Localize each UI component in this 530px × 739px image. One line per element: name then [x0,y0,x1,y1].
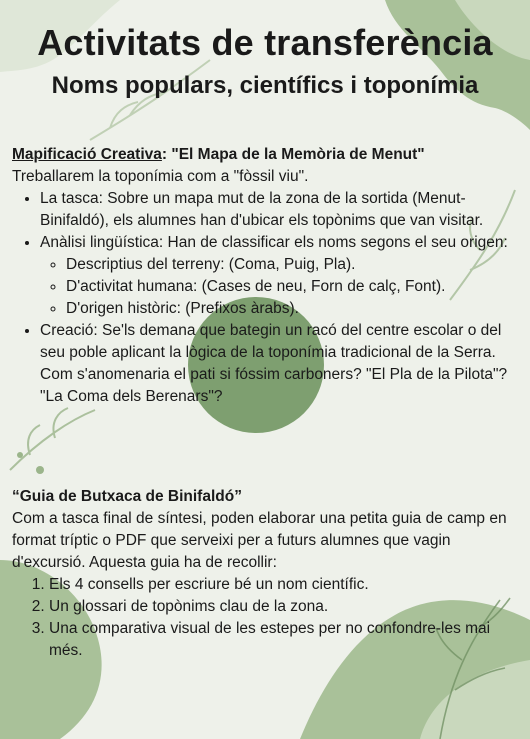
list-item [40,232,520,320]
list-item: 1. Els 4 consells per escriure bé un nom científic. [49,574,520,596]
bullet-list [12,188,520,408]
section-heading: “Guia de Butxaca de Binifaldó” [12,488,242,505]
page-title: Activitats de transferència [37,22,493,63]
section-mapificacio [12,144,520,408]
sub-bullet-list [40,254,520,320]
list-item-text: Anàlisi lingüística: Han de classificar els noms segons el seu origen: [40,234,508,251]
section-heading-prefix: Mapificació Creativa [12,146,162,163]
page-subtitle: Noms populars, científics i toponímia [51,72,479,99]
sub-list-item: ◦ Descriptius del terreny: (Coma, Puig, Pla). [66,254,520,276]
list-item-text: Creació: Se'ls demana que bategin un racó del centre escolar o del seu poble aplicant la lògica de la toponímia tradicional de la Serra. Com s'anomenaria el pati si fóssim carboners? "El Pla de la Pilota"? "La Coma dels Berenars"? [40,322,508,405]
sub-list-item: ◦ D'origen històric: (Prefixos àrabs). [66,298,520,320]
list-item: 3. Una comparativa visual de les estepes per no confondre-les mai més. [49,618,520,662]
section-intro: Com a tasca final de síntesi, poden elaborar una petita guia de camp en format tríptic o PDF que serveixi per a futurs alumnes que vagin d'excursió. Aquesta guia ha de recollir: [12,510,507,571]
list-item-text: La tasca: Sobre un mapa mut de la zona de la sortida (Menut-Binifaldó), els alumnes han d'ubicar els topònims que van visitar. [40,190,484,229]
section-heading-rest: : "El Mapa de la Memòria de Menut" [161,146,425,163]
numbered-list [12,574,520,662]
sub-list-item: ◦ D'activitat humana: (Cases de neu, Forn de calç, Font). [66,276,520,298]
list-item [40,320,520,408]
section-heading [12,144,520,166]
list-item [40,188,520,232]
section-guia [12,486,520,662]
list-item: 2. Un glossari de topònims clau de la zona. [49,596,520,618]
section-intro: Treballarem la toponímia com a "fòssil viu". [12,168,309,185]
